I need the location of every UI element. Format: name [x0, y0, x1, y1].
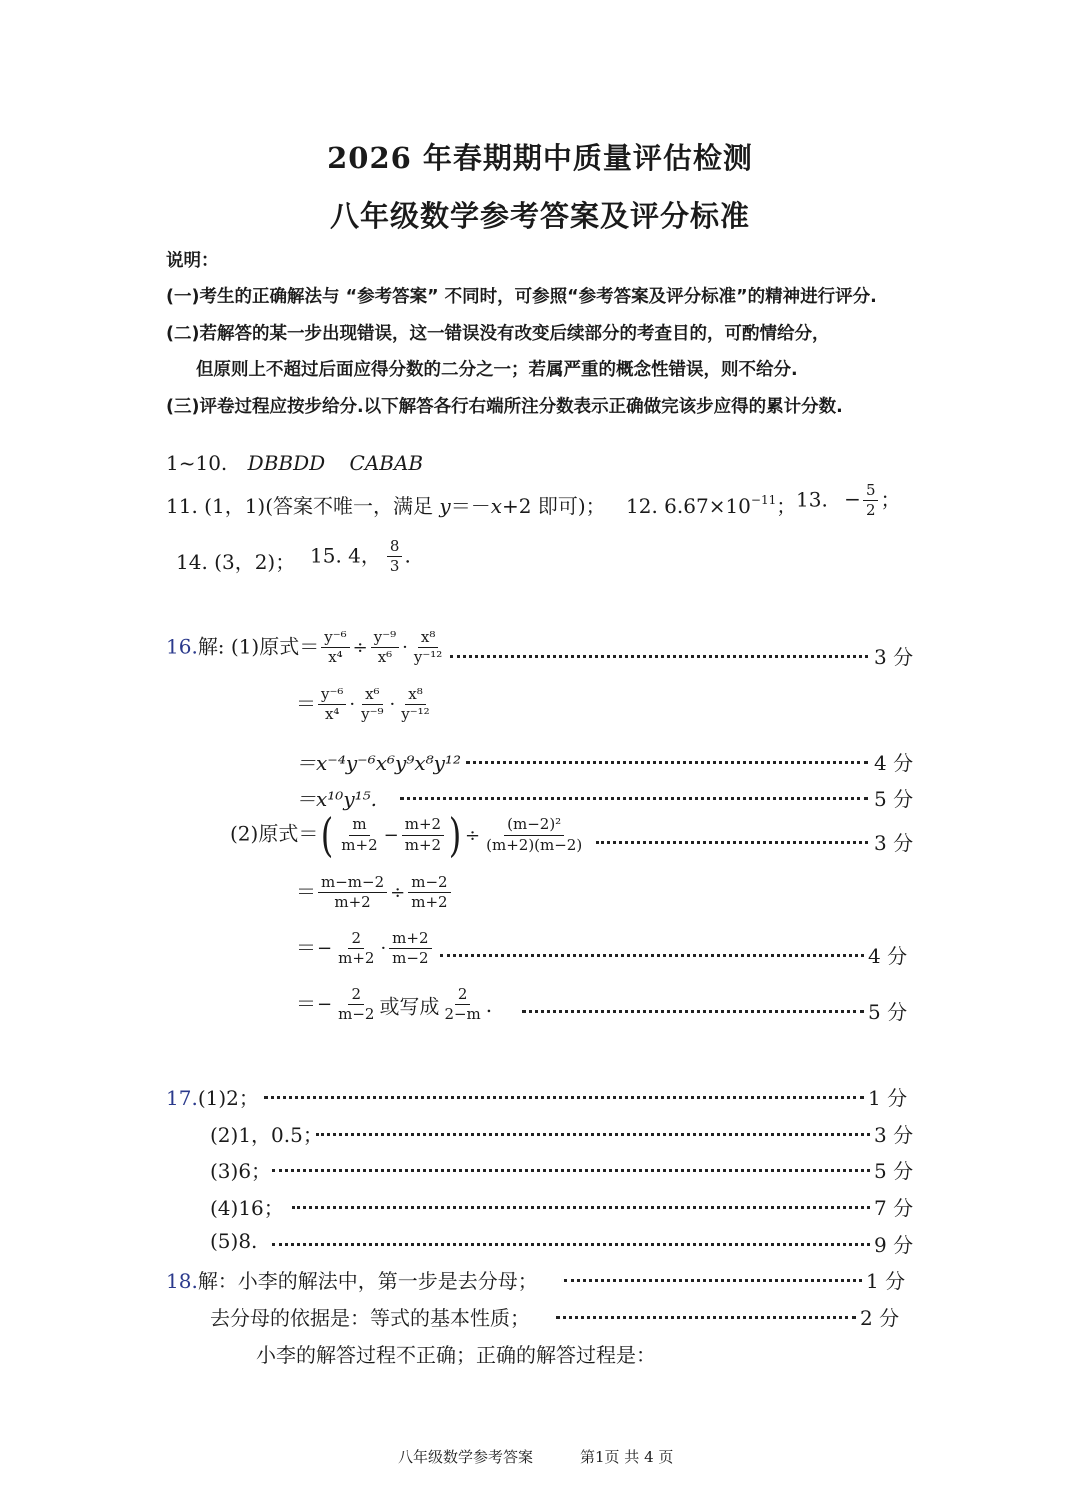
- q16-l2-d2: y⁻⁹: [361, 705, 384, 724]
- q11-eq: ＝－: [450, 494, 491, 518]
- q16-m2-d1: m+2: [334, 893, 371, 912]
- q16-m1-op2: ÷: [465, 824, 481, 846]
- q16-m2-op1: ÷: [390, 882, 406, 904]
- q16-m3-op1: ·: [380, 938, 387, 960]
- q18-score-1: 1 分: [866, 1269, 906, 1293]
- answer-13: [796, 482, 900, 520]
- q16-line-2: [296, 686, 435, 724]
- q16-m4-eq: ＝: [296, 991, 316, 1016]
- q16-l2-n3: x⁸: [405, 686, 425, 705]
- q16-m1-d2: m+2: [404, 835, 442, 854]
- q16-m1-n2: m+2: [402, 816, 444, 835]
- q16-l1-frac-2: [371, 629, 399, 667]
- q16-m1-frac-3: [483, 816, 585, 854]
- q13-numerator: 5: [863, 482, 879, 501]
- q16-score-6: 5 分: [868, 1000, 908, 1024]
- q15-fraction: [387, 538, 403, 576]
- q16-part2-line-3: [296, 930, 434, 968]
- q15-label: 15. 4，: [310, 543, 381, 568]
- q17-score-4: 7 分: [874, 1196, 914, 1220]
- q16-l2-n2: x⁶: [362, 686, 382, 705]
- q16-line-1: [166, 629, 447, 667]
- page-subtitle: 八年级数学参考答案及评分标准: [329, 199, 750, 233]
- q16-l2-d1: x⁴: [324, 705, 340, 724]
- q17-line-2: (2)1，0.5；: [210, 1123, 323, 1147]
- q16-m1-d3: (m+2)(m−2): [486, 835, 583, 854]
- q16-l1-n1: y⁻⁶: [321, 629, 349, 648]
- choice-answers: [166, 451, 423, 475]
- q17-label: 17.: [166, 1086, 198, 1110]
- q16-m1-n1: m: [349, 816, 369, 835]
- q17-leader-3: [272, 1169, 870, 1172]
- q16-m4-sign: −: [317, 994, 333, 1016]
- q16-m3-d1: m+2: [338, 949, 375, 968]
- q16-l1-op1: ÷: [352, 637, 368, 659]
- q16-leader-3: [466, 761, 868, 764]
- q16-m1-frac-2: [402, 816, 444, 854]
- q16-part2-line-1: [230, 808, 587, 862]
- q16-l1-d1: x⁴: [328, 648, 343, 667]
- q16-part2-line-2: [296, 874, 453, 912]
- q16-m3-n2: m+2: [389, 930, 431, 949]
- q16-m4-frac-1: [335, 986, 377, 1024]
- q13-fraction: [863, 482, 879, 520]
- q16-part2-line-4: [296, 986, 492, 1024]
- q16-l1-n3: x⁸: [418, 629, 438, 648]
- q16-m1-d1: m+2: [341, 835, 378, 854]
- q16-m3-d2: m−2: [392, 949, 429, 968]
- q16-leader-7: [522, 1010, 864, 1013]
- q11-point: (1，1): [204, 494, 266, 518]
- q18-leader-1: [564, 1279, 862, 1282]
- q16-m3-frac-2: [389, 930, 431, 968]
- answer-14: 14. (3，2)；: [176, 550, 296, 574]
- choice-answers-1: DBBDD: [247, 451, 326, 475]
- q18-leader-2: [556, 1316, 856, 1319]
- q17-line-1: [166, 1082, 259, 1111]
- page-title: 2026 年春期期中质量评估检测: [327, 141, 753, 175]
- q16-line-4: ＝x¹⁰y¹⁵.: [296, 787, 378, 811]
- q16-m3-sign: −: [317, 938, 333, 960]
- q16-right-paren: ): [448, 808, 462, 862]
- q15-denominator: 3: [389, 557, 400, 576]
- choice-label: 1~10.: [166, 451, 228, 475]
- q16-label: 16.: [166, 634, 198, 659]
- note-2b: 但原则上不超过后面应得分数的二分之一；若属严重的概念性错误，则不给分.: [196, 360, 798, 380]
- q16-score-5: 4 分: [868, 944, 908, 968]
- q16-m4-d1: m−2: [338, 1005, 375, 1024]
- q16-m2-frac-1: [318, 874, 387, 912]
- q11-x: x: [490, 494, 502, 518]
- q12-value: 6.67×10: [664, 494, 751, 518]
- q16-l2-d3: y⁻¹²: [401, 705, 430, 724]
- q16-m4-n2: 2: [455, 986, 471, 1005]
- q16-l2-frac-3: [398, 686, 432, 724]
- note-3: (三)评卷过程应按步给分.以下解答各行右端所注分数表示正确做完该步应得的累计分数.: [166, 397, 843, 417]
- q16-part2-label: (2)原式: [230, 821, 299, 846]
- q16-score-3: 5 分: [874, 787, 914, 811]
- q16-m3-n1: 2: [348, 930, 364, 949]
- q16-m1-eq: ＝: [298, 821, 319, 846]
- q16-eq: ＝: [299, 634, 320, 659]
- q16-l2-frac-2: [358, 686, 386, 724]
- q11-label: 11.: [166, 494, 198, 518]
- choice-answers-2: CABAB: [349, 451, 424, 475]
- q16-l1-frac-3: [411, 629, 445, 667]
- q16-l2-op2: ·: [389, 694, 396, 716]
- q12-exponent: −11: [750, 493, 777, 507]
- q15-numerator: 8: [387, 538, 403, 557]
- q18-label: 18.: [166, 1269, 198, 1293]
- q17-leader-1: [264, 1096, 864, 1099]
- q17-line-4: (4)16；: [210, 1196, 284, 1220]
- q16-m1-frac-1: [338, 816, 380, 854]
- q12-label: 12.: [626, 494, 658, 518]
- q16-leader-1: [450, 655, 868, 658]
- q16-l1-frac-1: [321, 629, 349, 667]
- q12-end: ；: [776, 494, 797, 518]
- q16-m1-n3: (m−2)²: [504, 816, 564, 835]
- q16-m3-frac-1: [335, 930, 377, 968]
- q17-line-3: (3)6；: [210, 1159, 272, 1183]
- q16-left-paren: (: [321, 808, 334, 862]
- q17-leader-2: [316, 1133, 870, 1136]
- q18-line-1: [166, 1265, 538, 1294]
- q16-score-2: 4 分: [874, 751, 914, 775]
- q16-m3-eq: ＝: [296, 935, 316, 960]
- q13-label: 13.: [796, 487, 828, 512]
- page-number: 第1页 共 4 页: [580, 1448, 674, 1466]
- q11-note: (答案不唯一，满足: [265, 494, 440, 518]
- q17-leader-4: [292, 1206, 870, 1209]
- q16-m4-n1: 2: [348, 986, 364, 1005]
- q16-m1-op1: −: [383, 824, 399, 846]
- q16-score-4: 3 分: [874, 831, 914, 855]
- q17-line-5: (5)8.: [210, 1229, 258, 1253]
- q16-leader-5: [596, 841, 868, 844]
- q16-m2-eq: ＝: [296, 879, 316, 904]
- q16-m4-end: .: [485, 992, 493, 1017]
- q18-score-2: 2 分: [860, 1306, 900, 1330]
- q16-m4-frac-2: [441, 986, 483, 1024]
- q17-score-5: 9 分: [874, 1233, 914, 1257]
- q16-m4-d2: 2−m: [444, 1005, 481, 1024]
- q16-m2-n2: m−2: [408, 874, 450, 893]
- q16-m2-n1: m−m−2: [318, 874, 387, 893]
- q16-l2-n1: y⁻⁶: [318, 686, 346, 705]
- q16-l2-frac-1: [318, 686, 346, 724]
- q16-leader-4: [400, 797, 868, 800]
- q18-line-2: 去分母的依据是：等式的基本性质；: [210, 1306, 530, 1330]
- q16-l2-op1: ·: [349, 694, 356, 716]
- q16-m2-frac-2: [408, 874, 450, 912]
- q16-l1-d3: y⁻¹²: [413, 648, 443, 667]
- q16-line-3: ＝x⁻⁴y⁻⁶x⁶y⁹x⁸y¹²: [296, 751, 461, 775]
- q17-score-2: 3 分: [874, 1123, 914, 1147]
- answer-11: [166, 490, 606, 519]
- q11-rest: +2 即可)；: [502, 494, 606, 518]
- q13-denominator: 2: [865, 501, 876, 520]
- q13-end: ；: [880, 487, 901, 512]
- q18-line-3: 小李的解答过程不正确；正确的解答过程是：: [256, 1343, 656, 1367]
- q16-m4-or: 或写成: [379, 994, 440, 1019]
- q15-end: .: [404, 543, 411, 568]
- q17-score-3: 5 分: [874, 1159, 914, 1183]
- q17-leader-5: [272, 1243, 870, 1246]
- note-1: (一)考生的正确解法与 “参考答案” 不同时，可参照“参考答案及评分标准”的精神进行评分.: [166, 287, 877, 307]
- q16-score-1: 3 分: [874, 645, 914, 669]
- q16-intro: 解: (1)原式: [197, 634, 300, 659]
- q16-l1-n2: y⁻⁹: [371, 629, 399, 648]
- notes-heading: 说明：: [166, 251, 219, 271]
- footer-title: 八年级数学参考答案: [398, 1448, 534, 1466]
- answer-15: [310, 538, 411, 576]
- note-2a: (二)若解答的某一步出现错误，这一错误没有改变后续部分的考查目的，可酌情给分，: [166, 324, 830, 344]
- q16-l1-op2: ·: [402, 637, 408, 659]
- q17-score-1: 1 分: [868, 1086, 908, 1110]
- q17-item-1: (1)2；: [197, 1086, 259, 1110]
- q11-y: y: [439, 494, 451, 518]
- q16-leader-6: [440, 954, 864, 957]
- answer-12: [626, 490, 796, 519]
- q16-l2-eq: ＝: [296, 691, 316, 716]
- q18-text-1: 解：小李的解法中，第一步是去分母；: [197, 1269, 538, 1293]
- q16-m2-d2: m+2: [411, 893, 448, 912]
- q13-sign: −: [844, 487, 861, 512]
- q16-l1-d2: x⁶: [377, 648, 393, 667]
